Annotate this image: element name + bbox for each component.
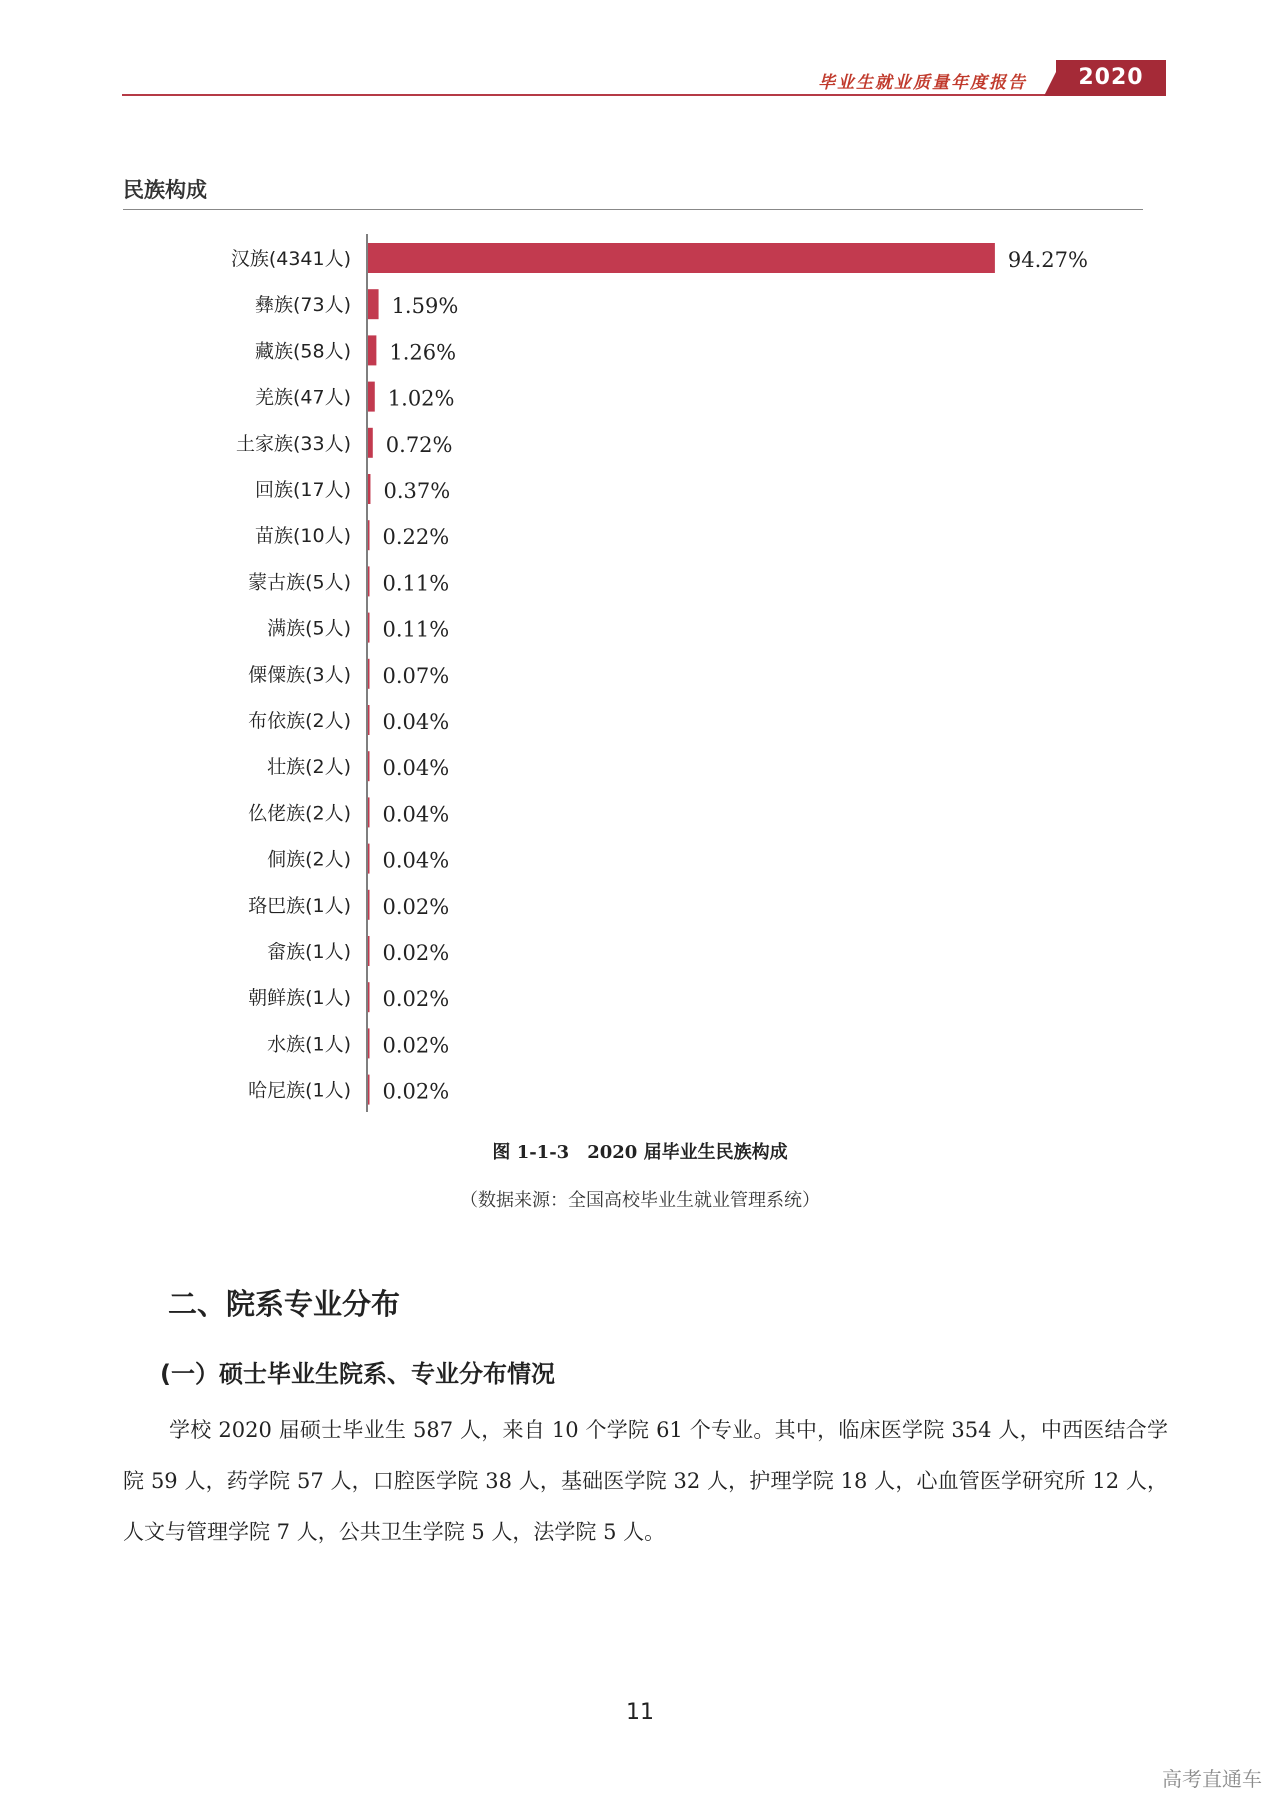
value-label: 0.02% — [382, 987, 450, 1012]
value-label: 0.04% — [382, 710, 450, 734]
category-label: 土家族(33人) — [235, 432, 351, 455]
category-label: 畲族(1人) — [267, 941, 351, 963]
value-label: 0.04% — [382, 802, 450, 827]
value-label: 0.11% — [382, 571, 450, 596]
bar — [368, 520, 370, 550]
bar — [368, 797, 370, 827]
category-label: 布依族(2人) — [248, 710, 351, 732]
category-label: 仫佬族(2人) — [248, 802, 351, 825]
value-label: 1.02% — [387, 386, 455, 411]
bar — [368, 982, 370, 1012]
value-label: 0.04% — [382, 848, 450, 873]
category-label: 回族(17人) — [254, 479, 351, 501]
section-rule — [123, 209, 1143, 210]
bar — [368, 890, 370, 920]
value-label: 1.59% — [391, 294, 459, 319]
value-label: 1.26% — [389, 340, 457, 365]
header-year: 2020 — [1078, 65, 1144, 90]
value-label: 0.72% — [385, 432, 453, 457]
bar — [368, 936, 370, 966]
value-label: 0.02% — [382, 894, 450, 919]
value-label: 0.11% — [382, 617, 450, 642]
value-label: 94.27% — [1007, 248, 1088, 272]
subsection-heading: (一）硕士毕业生院系、专业分布情况 — [160, 1360, 555, 1388]
bar — [368, 382, 375, 412]
category-label: 羌族(47人) — [254, 386, 351, 409]
bar — [368, 474, 370, 504]
figure-source: （数据来源：全国高校毕业生就业管理系统） — [460, 1190, 820, 1211]
watermark: 高考直通车 — [1162, 1767, 1262, 1791]
bar — [368, 335, 376, 365]
bar — [368, 1075, 370, 1105]
report-title: 毕业生就业质量年度报告 — [818, 73, 1027, 93]
bar — [368, 705, 370, 735]
category-label: 侗族(2人) — [267, 848, 351, 871]
bar — [368, 844, 370, 874]
bar — [368, 659, 370, 689]
value-label: 0.02% — [382, 1079, 450, 1104]
category-label: 汉族(4341人) — [230, 248, 351, 270]
section-label: 民族构成 — [123, 178, 207, 202]
category-label: 朝鲜族(1人) — [248, 987, 351, 1010]
value-label: 0.07% — [382, 663, 450, 688]
category-label: 蒙古族(5人) — [248, 571, 351, 594]
value-label: 0.02% — [382, 1033, 450, 1058]
category-label: 藏族(58人) — [254, 340, 351, 363]
figure-title: 图 1-1-3 2020 届毕业生民族构成 — [492, 1142, 788, 1163]
category-label: 苗族(10人) — [254, 525, 351, 548]
category-label: 壮族(2人) — [267, 756, 351, 779]
bar — [368, 751, 370, 781]
value-label: 0.22% — [382, 525, 450, 550]
header-rule — [122, 94, 1166, 96]
bar — [368, 566, 370, 596]
category-label: 彝族(73人) — [254, 294, 351, 317]
body-paragraph: 学校 2020 届硕士毕业生 587 人，来自 10 个学院 61 个专业。其中，临床医学院 354 人，中西医结合学院 59 人，药学院 57 人，口腔医学院 38 人，基础医学院 32 人，护理学院 18 人，心血管医学研究所 12 人，人文与管理学院 7 人，公共卫生学院 5 人，法学院 5 人。 — [123, 1418, 1168, 1544]
value-label: 0.37% — [383, 479, 451, 503]
bar — [368, 428, 373, 458]
bar — [368, 613, 370, 643]
bar — [368, 243, 995, 273]
category-label: 珞巴族(1人) — [248, 894, 351, 917]
bar — [368, 289, 379, 319]
bar — [368, 1028, 370, 1058]
value-label: 0.02% — [382, 941, 450, 965]
value-label: 0.04% — [382, 756, 450, 781]
category-label: 傈僳族(3人) — [248, 663, 351, 686]
category-label: 水族(1人) — [267, 1033, 351, 1056]
category-label: 满族(5人) — [267, 617, 351, 640]
page-number: 11 — [626, 1700, 654, 1725]
section-heading: 二、院系专业分布 — [168, 1287, 401, 1321]
category-label: 哈尼族(1人) — [248, 1079, 351, 1102]
